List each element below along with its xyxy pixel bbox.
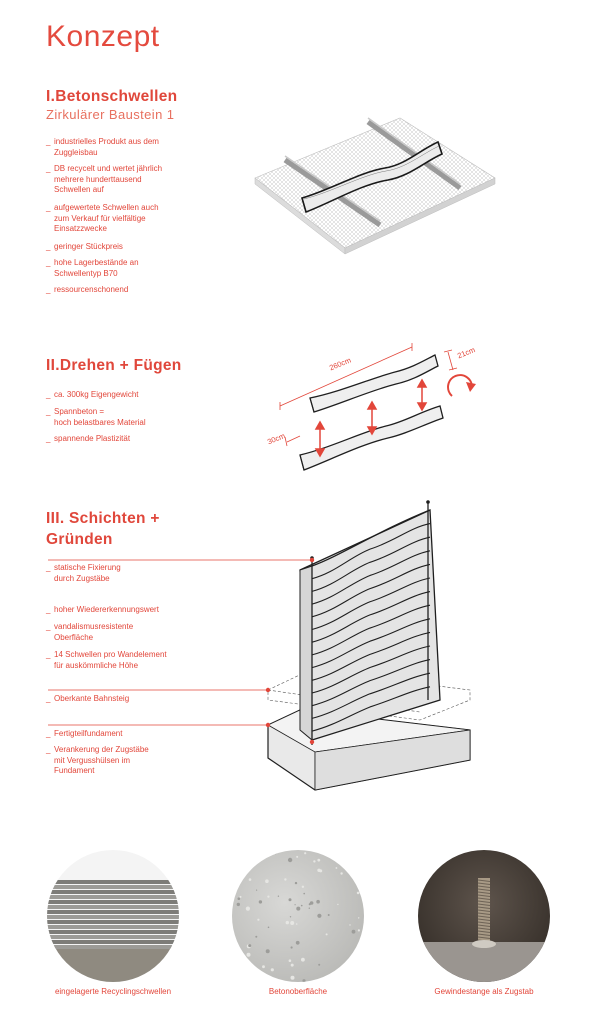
concrete-pore	[352, 930, 356, 934]
stacked-sleeper	[47, 940, 179, 944]
photo-stacked-sleepers	[47, 850, 179, 982]
concrete-pore	[289, 959, 292, 962]
concrete-pore	[301, 905, 303, 907]
section1-heading: I.Betonschwellen	[46, 88, 178, 105]
section1-subheading: Zirkulärer Baustein 1	[46, 107, 175, 122]
concrete-pore	[255, 936, 257, 938]
concrete-pore	[267, 976, 268, 977]
concrete-pore	[296, 856, 298, 858]
stacked-sleeper	[47, 915, 179, 919]
section3-heading-line2: Gründen	[46, 531, 113, 548]
concrete-pore	[286, 921, 289, 924]
concrete-pore	[358, 917, 359, 918]
stacked-sleeper	[47, 930, 179, 934]
section1-bullet-1: _ industrielles Produkt aus dem Zuggleisbau	[46, 137, 159, 157]
caption-photo-3: Gewindestange als Zugstab	[434, 987, 534, 996]
leader-dot-foundation	[266, 723, 270, 727]
concrete-pore	[268, 927, 270, 929]
dimension-length: 260cm	[328, 355, 353, 373]
concrete-pore	[310, 901, 314, 905]
concrete-pore	[262, 965, 265, 968]
stacked-sleeper	[47, 925, 179, 929]
stacked-sleeper	[47, 920, 179, 924]
section2-bullet-3: _ spannende Plastizität	[46, 434, 131, 443]
section3-bullet-1: _ statische Fixierung durch Zugstäbe	[46, 563, 121, 583]
concrete-pore	[253, 979, 256, 982]
leader-dot-anchor	[310, 740, 314, 744]
concrete-pore	[291, 946, 293, 948]
concrete-pore	[237, 903, 240, 906]
concrete-pore	[246, 907, 250, 911]
concrete-pore	[317, 869, 320, 872]
concrete-pore	[353, 962, 357, 966]
section2-bullet-1: _ ca. 300kg Eigengewicht	[46, 390, 139, 399]
concrete-pore	[254, 854, 255, 855]
caption-photo-2: Betonoberfläche	[268, 987, 328, 996]
concrete-pore	[349, 924, 350, 925]
concrete-pore	[271, 968, 274, 971]
concrete-pore	[290, 921, 294, 925]
concrete-pore	[265, 879, 269, 883]
concrete-pore	[247, 953, 251, 957]
stacked-sleeper	[47, 905, 179, 909]
section2-bullet-2: _ Spannbeton = hoch belastbares Material	[46, 407, 146, 427]
section1-bullet-2: _ DB recycelt und wertet jährlich mehrere hunderttausend Schwellen auf	[46, 164, 163, 194]
section3-bullet-7: _ Verankerung der Zugstäbe mit Vergusshülsen im Fundament	[46, 745, 149, 775]
concrete-pore	[266, 949, 270, 953]
section3-bullet-4: _ 14 Schwellen pro Wandelement für auskömmliche Höhe	[46, 650, 167, 670]
concrete-pore	[240, 896, 242, 898]
section2-heading: II.Drehen + Fügen	[46, 357, 182, 374]
concrete-pore	[326, 933, 328, 935]
stacked-sleeper	[47, 900, 179, 904]
concrete-pore	[267, 896, 269, 898]
stacked-sleeper	[47, 910, 179, 914]
concrete-pore	[291, 976, 295, 980]
concrete-pore	[290, 916, 291, 917]
leader-dot-platform	[266, 688, 270, 692]
concrete-pore	[295, 882, 297, 884]
concrete-pore	[259, 900, 262, 903]
concrete-pore	[340, 872, 342, 874]
concrete-pore	[296, 941, 300, 945]
photo-concrete-surface	[232, 850, 364, 982]
stacked-sleeper	[47, 885, 179, 889]
section3-bullet-2: _ hoher Wiedererkennungswert	[46, 605, 159, 614]
concrete-pore	[303, 893, 305, 895]
concrete-pore	[234, 869, 237, 872]
dimension-height: 21cm	[456, 345, 477, 361]
concrete-pore	[337, 904, 338, 905]
dimension-width: 30cm	[266, 431, 287, 447]
concrete-pore	[289, 898, 292, 901]
concrete-pore	[295, 904, 296, 905]
concrete-pore	[348, 974, 350, 976]
concrete-pore	[278, 896, 279, 897]
concrete-pore	[242, 966, 243, 967]
concrete-pore	[317, 859, 320, 862]
concrete-pore	[301, 958, 305, 962]
section1-bullet-4: _ geringer Stückpreis	[46, 242, 123, 251]
photo-threaded-rod	[418, 850, 550, 982]
stacked-sleeper	[47, 935, 179, 939]
stacked-sleeper-wall	[300, 510, 440, 740]
stacked-sleeper	[47, 895, 179, 899]
section3-bullet-6: _ Fertigteilfundament	[46, 729, 123, 738]
section3-heading-line1: III. Schichten +	[46, 510, 160, 527]
concrete-pore	[309, 908, 310, 909]
concrete-pore	[291, 964, 294, 967]
concrete-pore	[358, 929, 360, 931]
annotation-leaders	[48, 560, 312, 725]
concrete-pore	[296, 907, 300, 911]
concrete-pore	[328, 914, 330, 916]
concrete-pore	[248, 944, 251, 947]
concrete-pore	[249, 878, 252, 881]
stacked-sleeper	[47, 890, 179, 894]
page-title: Konzept	[46, 20, 160, 53]
leader-dot-rods	[310, 558, 314, 562]
concrete-pore	[304, 852, 306, 854]
stacked-sleeper	[47, 880, 179, 884]
section1-bullet-3: _ aufgewertete Schwellen auch zum Verkauf für vielfältige Einsatzzwecke	[46, 203, 159, 233]
concrete-pore	[275, 853, 276, 854]
section1-bullet-5: _ hohe Lagerbestände an Schwellentyp B70	[46, 258, 139, 278]
concrete-pore	[357, 892, 360, 895]
concrete-pore	[288, 858, 292, 862]
section3-bullet-3: _ vandalismusresistente Oberfläche	[46, 622, 134, 642]
concrete-pore	[238, 897, 241, 900]
caption-photo-1: eingelagerte Recyclingschwellen	[54, 987, 172, 996]
concrete-pore	[284, 878, 286, 880]
concrete-pore	[317, 914, 321, 918]
concrete-pore	[316, 900, 320, 904]
concrete-pore	[302, 979, 305, 982]
concrete-pore	[336, 867, 338, 869]
concrete-pore	[318, 964, 320, 966]
concrete-pore	[256, 890, 257, 891]
concrete-pore	[302, 886, 304, 888]
stacked-sleeper	[47, 945, 179, 949]
concrete-pore	[257, 919, 259, 921]
concrete-pore	[313, 860, 315, 862]
section1-bullet-6: _ ressourcenschonend	[46, 285, 129, 294]
concrete-pore	[296, 923, 298, 925]
section3-bullet-5: _ Oberkante Bahnsteig	[46, 694, 130, 703]
